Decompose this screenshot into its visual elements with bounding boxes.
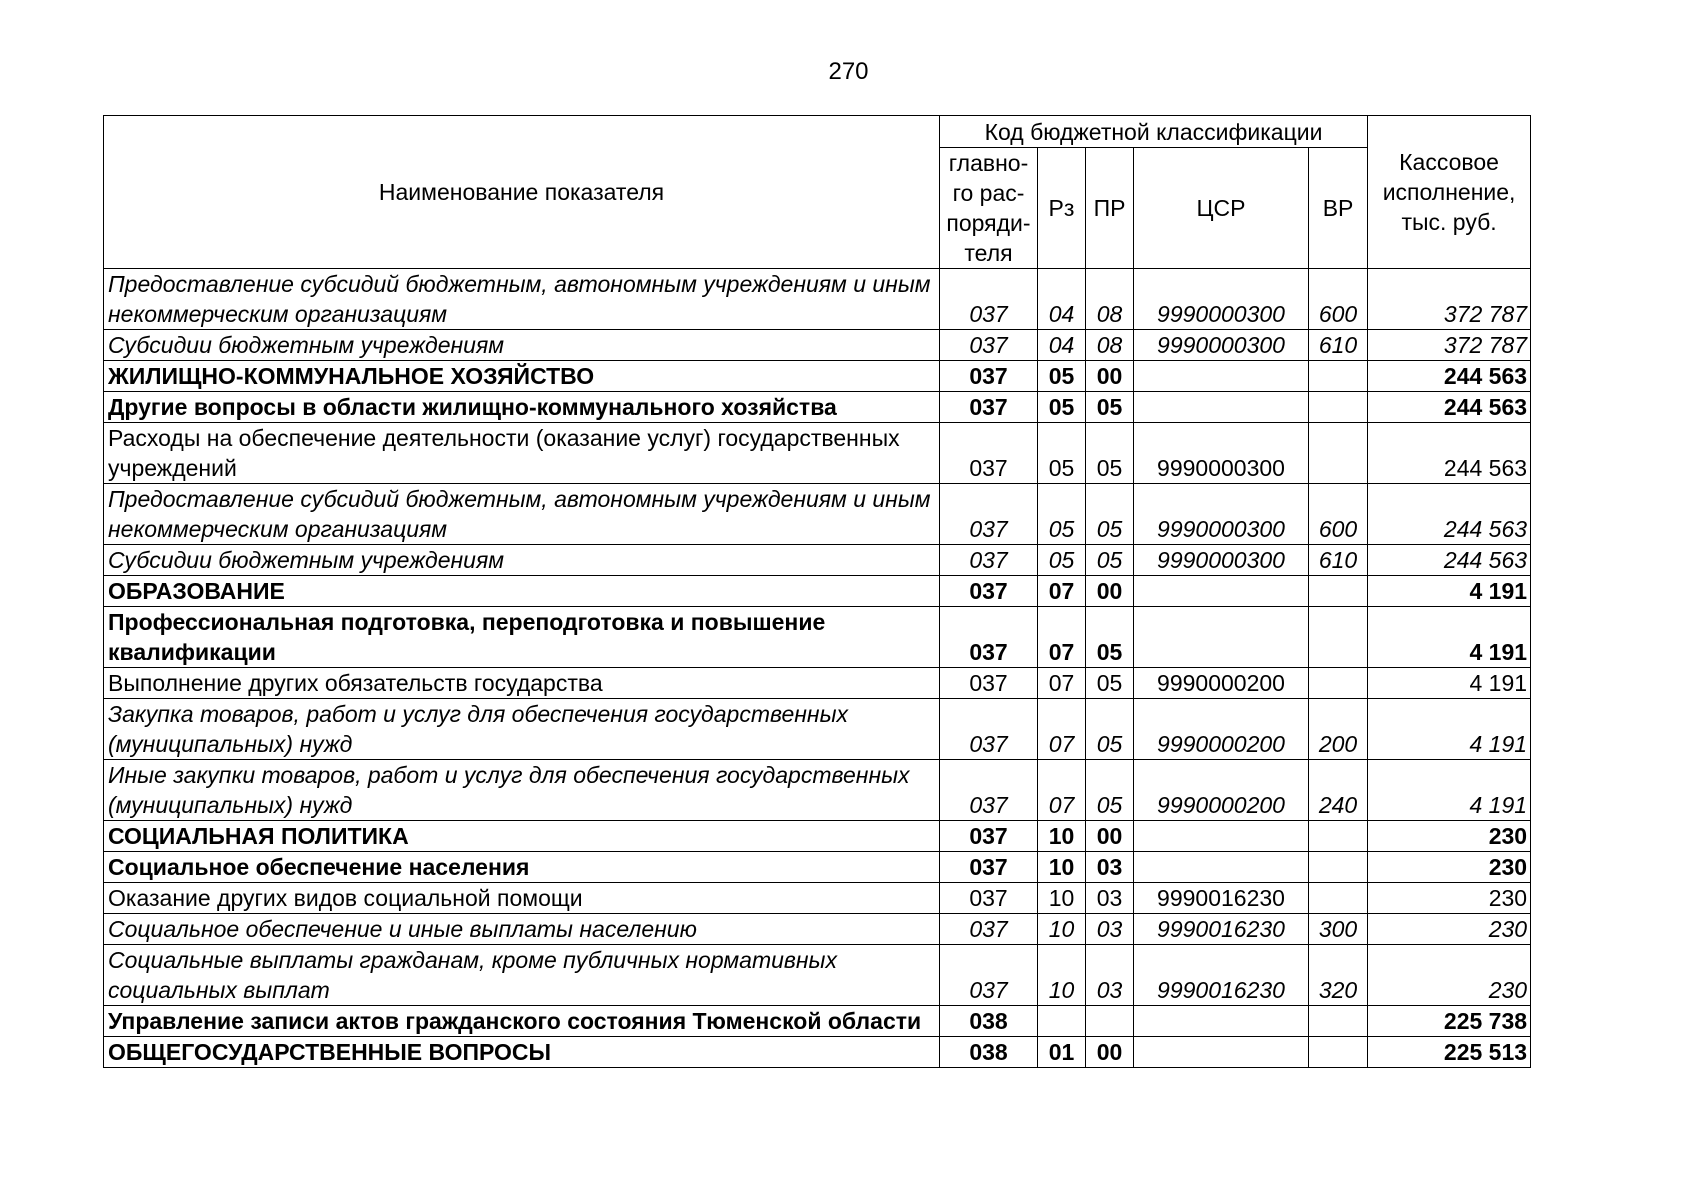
table-row — [104, 821, 1531, 852]
cell-pr: 03 — [1086, 945, 1134, 1006]
cell-vr: 300 — [1309, 914, 1368, 945]
cell-glav: 037 — [940, 883, 1038, 914]
table-header — [104, 116, 1531, 269]
cell-csr — [1134, 576, 1309, 607]
cell-vr: 320 — [1309, 945, 1368, 1006]
cell-amount: 225 738 — [1368, 1006, 1531, 1037]
table-row — [104, 1006, 1531, 1037]
cell-vr: 600 — [1309, 484, 1368, 545]
table-row — [104, 914, 1531, 945]
cell-rz: 04 — [1038, 330, 1086, 361]
cell-name: ОБЩЕГОСУДАРСТВЕННЫЕ ВОПРОСЫ — [104, 1037, 940, 1068]
table-row — [104, 883, 1531, 914]
cell-vr — [1309, 392, 1368, 423]
cell-name: Социальное обеспечение населения — [104, 852, 940, 883]
cell-glav: 037 — [940, 545, 1038, 576]
cell-vr — [1309, 423, 1368, 484]
cell-csr: 9990016230 — [1134, 883, 1309, 914]
cell-csr — [1134, 852, 1309, 883]
cell-vr — [1309, 607, 1368, 668]
cell-glav: 037 — [940, 760, 1038, 821]
cell-rz: 10 — [1038, 914, 1086, 945]
cell-name: Субсидии бюджетным учреждениям — [104, 545, 940, 576]
cell-csr: 9990000300 — [1134, 269, 1309, 330]
cell-amount: 225 513 — [1368, 1037, 1531, 1068]
cell-vr: 240 — [1309, 760, 1368, 821]
cell-glav: 037 — [940, 914, 1038, 945]
cell-pr: 05 — [1086, 484, 1134, 545]
cell-vr: 600 — [1309, 269, 1368, 330]
table-row — [104, 392, 1531, 423]
cell-name: Оказание других видов социальной помощи — [104, 883, 940, 914]
cell-amount: 230 — [1368, 883, 1531, 914]
table-row — [104, 423, 1531, 484]
table-row — [104, 945, 1531, 1006]
cell-amount: 372 787 — [1368, 269, 1531, 330]
cell-amount: 244 563 — [1368, 423, 1531, 484]
cell-csr: 9990000300 — [1134, 484, 1309, 545]
table-row — [104, 484, 1531, 545]
header-csr: ЦСР — [1134, 148, 1309, 269]
cell-vr: 610 — [1309, 330, 1368, 361]
cell-name: Расходы на обеспечение деятельности (оказание услуг) государственных учреждений — [104, 423, 940, 484]
cell-amount: 244 563 — [1368, 545, 1531, 576]
cell-amount: 4 191 — [1368, 607, 1531, 668]
cell-vr — [1309, 1037, 1368, 1068]
cell-vr — [1309, 883, 1368, 914]
table-row — [104, 361, 1531, 392]
cell-glav: 037 — [940, 576, 1038, 607]
cell-csr — [1134, 1037, 1309, 1068]
cell-rz: 07 — [1038, 760, 1086, 821]
cell-vr — [1309, 852, 1368, 883]
cell-pr: 00 — [1086, 821, 1134, 852]
cell-name: Субсидии бюджетным учреждениям — [104, 330, 940, 361]
header-glav-line: теля — [964, 240, 1013, 266]
cell-rz: 10 — [1038, 821, 1086, 852]
cell-rz: 10 — [1038, 852, 1086, 883]
cell-name: Другие вопросы в области жилищно-коммунального хозяйства — [104, 392, 940, 423]
cell-name: Управление записи актов гражданского состояния Тюменской области — [104, 1006, 940, 1037]
header-glav-line: го рас- — [952, 180, 1025, 206]
header-amount-line: Кассовое — [1399, 149, 1499, 175]
cell-glav: 038 — [940, 1006, 1038, 1037]
table-row — [104, 607, 1531, 668]
cell-name: Иные закупки товаров, работ и услуг для обеспечения государственных (муниципальных) нужд — [104, 760, 940, 821]
cell-csr — [1134, 1006, 1309, 1037]
cell-csr: 9990016230 — [1134, 914, 1309, 945]
cell-name: Выполнение других обязательств государства — [104, 668, 940, 699]
cell-vr — [1309, 668, 1368, 699]
header-pr: ПР — [1086, 148, 1134, 269]
cell-pr: 03 — [1086, 883, 1134, 914]
table-row — [104, 852, 1531, 883]
header-name: Наименование показателя — [104, 116, 940, 269]
cell-amount: 244 563 — [1368, 361, 1531, 392]
cell-pr: 05 — [1086, 392, 1134, 423]
cell-amount: 372 787 — [1368, 330, 1531, 361]
cell-pr: 03 — [1086, 914, 1134, 945]
cell-amount: 4 191 — [1368, 760, 1531, 821]
cell-glav: 037 — [940, 668, 1038, 699]
cell-glav: 037 — [940, 852, 1038, 883]
header-amount — [1368, 116, 1531, 269]
cell-pr: 05 — [1086, 668, 1134, 699]
header-glav-line: главно- — [948, 150, 1029, 176]
cell-csr: 9990000300 — [1134, 545, 1309, 576]
cell-vr — [1309, 361, 1368, 392]
header-glav-line: поряди- — [946, 210, 1031, 236]
cell-csr: 9990016230 — [1134, 945, 1309, 1006]
table-row — [104, 1037, 1531, 1068]
cell-rz: 05 — [1038, 423, 1086, 484]
cell-glav: 037 — [940, 330, 1038, 361]
cell-rz: 10 — [1038, 883, 1086, 914]
cell-rz — [1038, 1006, 1086, 1037]
cell-pr: 00 — [1086, 576, 1134, 607]
cell-rz: 07 — [1038, 699, 1086, 760]
cell-csr — [1134, 821, 1309, 852]
cell-amount: 230 — [1368, 852, 1531, 883]
header-classification-group: Код бюджетной классификации — [940, 116, 1368, 148]
cell-vr: 610 — [1309, 545, 1368, 576]
cell-glav: 037 — [940, 484, 1038, 545]
cell-rz: 05 — [1038, 361, 1086, 392]
header-rz: Рз — [1038, 148, 1086, 269]
table-row — [104, 330, 1531, 361]
cell-pr: 00 — [1086, 1037, 1134, 1068]
cell-csr: 9990000200 — [1134, 668, 1309, 699]
cell-rz: 04 — [1038, 269, 1086, 330]
cell-amount: 4 191 — [1368, 668, 1531, 699]
header-amount-line: исполнение, — [1382, 179, 1516, 205]
cell-rz: 07 — [1038, 668, 1086, 699]
cell-name: ОБРАЗОВАНИЕ — [104, 576, 940, 607]
header-glav — [940, 148, 1038, 269]
header-amount-line: тыс. руб. — [1401, 209, 1497, 235]
cell-name: Социальное обеспечение и иные выплаты населению — [104, 914, 940, 945]
table-row — [104, 699, 1531, 760]
table-row — [104, 668, 1531, 699]
cell-rz: 07 — [1038, 607, 1086, 668]
cell-glav: 037 — [940, 423, 1038, 484]
cell-amount: 230 — [1368, 914, 1531, 945]
cell-rz: 07 — [1038, 576, 1086, 607]
header-vr: ВР — [1309, 148, 1368, 269]
cell-csr: 9990000200 — [1134, 699, 1309, 760]
cell-pr — [1086, 1006, 1134, 1037]
cell-pr: 05 — [1086, 545, 1134, 576]
cell-csr — [1134, 392, 1309, 423]
cell-pr: 05 — [1086, 423, 1134, 484]
cell-pr: 05 — [1086, 699, 1134, 760]
cell-pr: 08 — [1086, 269, 1134, 330]
cell-amount: 244 563 — [1368, 484, 1531, 545]
cell-vr — [1309, 576, 1368, 607]
cell-csr: 9990000300 — [1134, 423, 1309, 484]
table-row — [104, 576, 1531, 607]
cell-name: Профессиональная подготовка, переподготовка и повышение квалификации — [104, 607, 940, 668]
cell-rz: 10 — [1038, 945, 1086, 1006]
cell-vr — [1309, 1006, 1368, 1037]
cell-glav: 037 — [940, 821, 1038, 852]
cell-glav: 037 — [940, 699, 1038, 760]
cell-csr — [1134, 361, 1309, 392]
cell-glav: 038 — [940, 1037, 1038, 1068]
page-number: 270 — [828, 58, 869, 85]
table-row — [104, 545, 1531, 576]
cell-vr — [1309, 821, 1368, 852]
cell-pr: 05 — [1086, 760, 1134, 821]
cell-pr: 00 — [1086, 361, 1134, 392]
cell-rz: 05 — [1038, 545, 1086, 576]
cell-rz: 01 — [1038, 1037, 1086, 1068]
budget-table — [103, 115, 1531, 1068]
cell-name: Закупка товаров, работ и услуг для обеспечения государственных (муниципальных) нужд — [104, 699, 940, 760]
cell-glav: 037 — [940, 361, 1038, 392]
cell-name: Социальные выплаты гражданам, кроме публичных нормативных социальных выплат — [104, 945, 940, 1006]
cell-glav: 037 — [940, 607, 1038, 668]
cell-csr: 9990000300 — [1134, 330, 1309, 361]
cell-glav: 037 — [940, 945, 1038, 1006]
cell-amount: 4 191 — [1368, 576, 1531, 607]
cell-amount: 230 — [1368, 945, 1531, 1006]
cell-amount: 244 563 — [1368, 392, 1531, 423]
cell-csr — [1134, 607, 1309, 668]
table-body — [104, 269, 1531, 1068]
cell-name: Предоставление субсидий бюджетным, автономным учреждениям и иным некоммерческим организациям — [104, 269, 940, 330]
cell-name: Предоставление субсидий бюджетным, автономным учреждениям и иным некоммерческим организациям — [104, 484, 940, 545]
cell-glav: 037 — [940, 392, 1038, 423]
cell-vr: 200 — [1309, 699, 1368, 760]
cell-pr: 08 — [1086, 330, 1134, 361]
cell-pr: 05 — [1086, 607, 1134, 668]
cell-name: ЖИЛИЩНО-КОММУНАЛЬНОЕ ХОЗЯЙСТВО — [104, 361, 940, 392]
cell-rz: 05 — [1038, 392, 1086, 423]
table-row — [104, 269, 1531, 330]
cell-pr: 03 — [1086, 852, 1134, 883]
cell-glav: 037 — [940, 269, 1038, 330]
cell-amount: 230 — [1368, 821, 1531, 852]
cell-amount: 4 191 — [1368, 699, 1531, 760]
cell-name: СОЦИАЛЬНАЯ ПОЛИТИКА — [104, 821, 940, 852]
cell-csr: 9990000200 — [1134, 760, 1309, 821]
cell-rz: 05 — [1038, 484, 1086, 545]
table-row — [104, 760, 1531, 821]
